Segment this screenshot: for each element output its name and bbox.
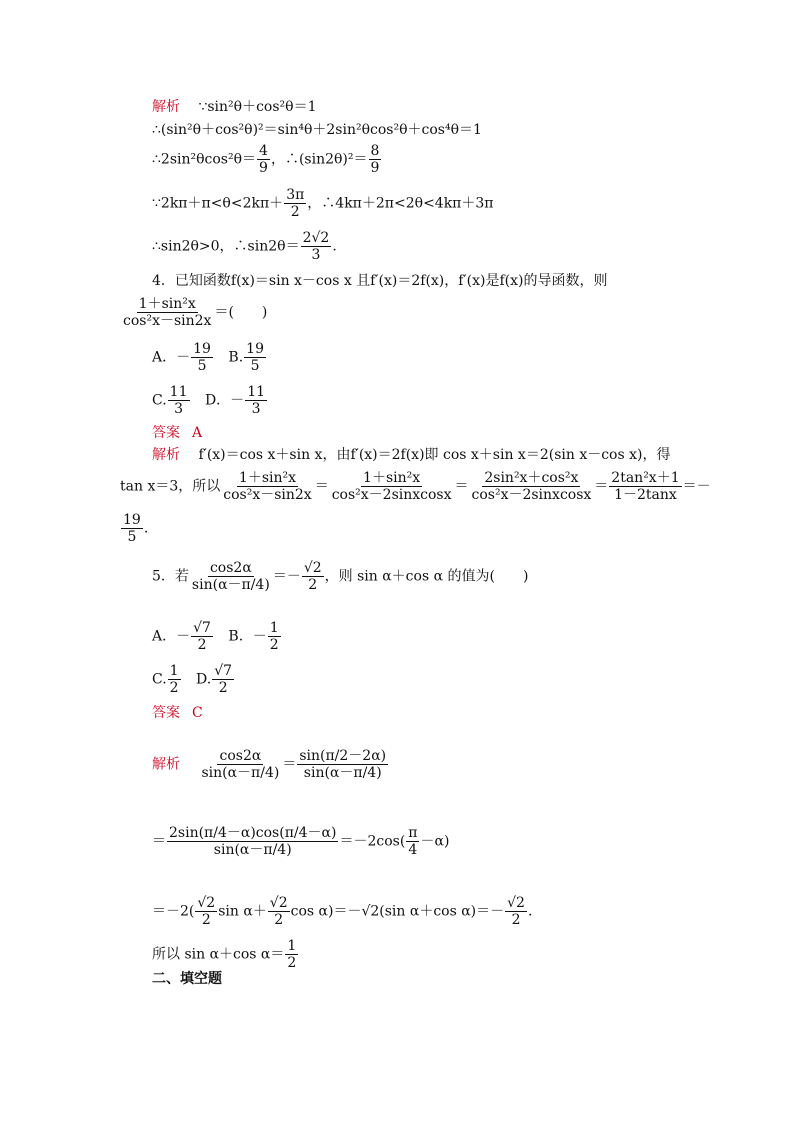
fraction-num: 4 bbox=[259, 143, 268, 159]
q5-stem-c: ，则 sin α＋cos α 的值为( ) bbox=[324, 568, 529, 585]
fraction-num: 1＋sin²x bbox=[363, 470, 421, 486]
fraction bbox=[212, 663, 234, 696]
fraction bbox=[121, 512, 143, 545]
fraction bbox=[199, 748, 281, 781]
q4-option-d-label: D．－ bbox=[204, 392, 245, 409]
equals: ＝ bbox=[454, 478, 469, 495]
equals: ＝ bbox=[594, 478, 609, 495]
q5-r3b: ＝－2cos( bbox=[339, 833, 406, 850]
q4-option-a-label: A．－ bbox=[152, 349, 191, 366]
fraction-den: 1－2tanx bbox=[614, 487, 677, 503]
q3-text-5a: ∴sin2θ>0，∴sin2θ＝ bbox=[152, 238, 300, 255]
equals: ＝ bbox=[314, 478, 329, 495]
fraction-den: 3 bbox=[174, 401, 184, 417]
q4-solution-line-2 bbox=[120, 470, 711, 503]
q5-stem-b: ＝－ bbox=[272, 568, 301, 585]
fraction bbox=[302, 560, 324, 593]
q4-solution-line-3 bbox=[120, 512, 148, 545]
q3-text-4a: ∵2kπ＋π<θ<2kπ＋ bbox=[152, 195, 284, 212]
q5-jiexi-label: 解析 bbox=[152, 756, 180, 773]
fraction-num: cos2α bbox=[219, 748, 262, 764]
fraction-num: 2√2 bbox=[302, 230, 330, 246]
fraction bbox=[297, 748, 388, 781]
fraction bbox=[505, 895, 527, 928]
fraction-den: 5 bbox=[197, 358, 207, 374]
fraction-den: sin(α－π/4) bbox=[201, 765, 280, 781]
q5-option-a-label: A．－ bbox=[152, 628, 191, 645]
fraction-den: 2 bbox=[201, 912, 211, 928]
q4-options-cd bbox=[152, 384, 268, 417]
fraction-num: 19 bbox=[246, 341, 264, 357]
q4-option-c-label: C. bbox=[152, 392, 167, 409]
fraction-den: 4 bbox=[408, 842, 418, 858]
fraction-num: cos2α bbox=[209, 560, 252, 576]
fraction-den: 5 bbox=[127, 529, 137, 545]
fraction-num: √7 bbox=[193, 620, 211, 636]
q4-solution-text-1: f′(x)＝cos x＋sin x，由f′(x)＝2f(x)即 cos x＋sin x＝2(sin x－cos x)，得 bbox=[198, 447, 671, 463]
q5-stem-a: 5．若 bbox=[152, 568, 189, 585]
fraction bbox=[167, 825, 338, 858]
q4-options-ab bbox=[152, 341, 267, 374]
fraction bbox=[369, 143, 382, 176]
fraction-den: 2 bbox=[511, 912, 521, 928]
q5-solution-line-3 bbox=[152, 895, 532, 928]
q4-jiexi-label: 解析 bbox=[152, 447, 180, 463]
fraction bbox=[195, 895, 217, 928]
period: . bbox=[527, 903, 533, 920]
fraction-den: 3 bbox=[251, 401, 261, 417]
fraction-den: sin(α－π/4) bbox=[213, 842, 292, 858]
fraction-den: 2 bbox=[197, 637, 207, 653]
q3-line-1 bbox=[152, 98, 316, 116]
period: . bbox=[332, 238, 337, 255]
q5-answer bbox=[152, 704, 203, 722]
fraction-den: 2 bbox=[169, 680, 179, 696]
fraction-num: √2 bbox=[197, 895, 216, 911]
fraction-num: √2 bbox=[303, 560, 322, 576]
fraction-den: cos²x－sin2x bbox=[223, 487, 312, 503]
fraction-num: 1 bbox=[269, 620, 279, 636]
fraction bbox=[121, 296, 213, 329]
q4-solution-line-1 bbox=[152, 446, 670, 464]
q4-tail: ＝－ bbox=[682, 478, 711, 495]
fraction-den: 2 bbox=[269, 637, 279, 653]
q5-solution-line-2 bbox=[152, 825, 449, 858]
fraction-den: 2 bbox=[308, 577, 318, 593]
q5-option-c-label: C. bbox=[152, 671, 167, 688]
q4-answer-value: A bbox=[192, 425, 203, 441]
fraction bbox=[284, 187, 306, 220]
q4-answer-label: 答案 bbox=[152, 425, 180, 441]
fraction bbox=[301, 230, 332, 263]
fraction-den: 3 bbox=[311, 247, 321, 263]
fraction-num: √2 bbox=[507, 895, 525, 911]
fraction-den: cos²x－2sinxcosx bbox=[331, 487, 452, 503]
q3-line-4 bbox=[152, 187, 494, 220]
q5-answer-label: 答案 bbox=[152, 705, 180, 721]
fraction-den: cos²x－2sinxcosx bbox=[471, 487, 592, 503]
fraction bbox=[268, 895, 290, 928]
q5-r5a: 所以 sin α＋cos α＝ bbox=[152, 946, 285, 963]
fraction-num: √2 bbox=[269, 895, 288, 911]
fraction-num: 2sin(π/4－α)cos(π/4－α) bbox=[169, 825, 337, 841]
fraction bbox=[244, 341, 266, 374]
fraction bbox=[168, 384, 190, 417]
q3-line-2: ∴(sin²θ＋cos²θ)²＝sin⁴θ＋2sin²θcos²θ＋cos⁴θ＝1 bbox=[152, 122, 482, 138]
fraction-den: 9 bbox=[259, 160, 268, 176]
fraction bbox=[285, 938, 298, 971]
fraction-den: cos²x－sin2x bbox=[123, 313, 212, 329]
fraction-den: sin(α－π/4) bbox=[303, 765, 382, 781]
equals: ＝ bbox=[282, 756, 297, 773]
fraction-num: 3π bbox=[286, 187, 305, 203]
q3-jiexi-label: 解析 bbox=[152, 99, 180, 115]
equals: ＝ bbox=[152, 833, 166, 850]
fraction bbox=[191, 620, 213, 653]
fraction-num: sin(π/2－2α) bbox=[299, 748, 387, 764]
q5-stem bbox=[152, 560, 528, 593]
fraction-den: 5 bbox=[250, 358, 260, 374]
fraction-num: 2sin²x＋cos²x bbox=[484, 470, 579, 486]
fraction bbox=[609, 470, 681, 503]
section-heading: 二、填空题 bbox=[152, 971, 222, 987]
fraction-num: 11 bbox=[247, 384, 266, 400]
q4-answer bbox=[152, 424, 202, 442]
fraction bbox=[330, 470, 454, 503]
fraction-num: 1＋sin²x bbox=[238, 470, 297, 486]
fraction bbox=[268, 620, 281, 653]
fraction-num: √7 bbox=[214, 663, 233, 679]
fraction bbox=[257, 143, 270, 176]
q5-r4c: cos α)＝－√2(sin α＋cos α)＝－ bbox=[290, 903, 505, 920]
q5-solution-line-4 bbox=[152, 938, 299, 971]
q5-options-ab bbox=[152, 620, 282, 653]
fraction bbox=[406, 825, 419, 858]
q4-expr-tail: ＝( ) bbox=[214, 304, 268, 321]
fraction-den: 9 bbox=[370, 160, 380, 176]
q5-option-d-label: D. bbox=[196, 671, 212, 688]
fraction-den: 2 bbox=[287, 955, 297, 971]
q5-r4a: ＝－2( bbox=[152, 903, 195, 920]
q4-option-b-label: B. bbox=[228, 349, 244, 366]
q5-solution-line-1 bbox=[152, 748, 389, 781]
fraction-num: 19 bbox=[193, 341, 211, 357]
fraction-num: 1＋sin²x bbox=[138, 296, 196, 312]
fraction-num: π bbox=[408, 825, 418, 841]
fraction-num: 1 bbox=[287, 938, 297, 954]
fraction bbox=[190, 560, 272, 593]
q5-option-b-label: B．－ bbox=[228, 628, 267, 645]
q3-text-4b: ，∴4kπ＋2π<2θ<4kπ＋3π bbox=[307, 195, 494, 212]
fraction bbox=[470, 470, 594, 503]
fraction-num: 11 bbox=[169, 384, 188, 400]
fraction bbox=[245, 384, 267, 417]
fraction bbox=[221, 470, 313, 503]
q5-options-cd bbox=[152, 663, 235, 696]
q4-solution-text-2a: tan x＝3，所以 bbox=[120, 478, 221, 495]
q3-line-3 bbox=[152, 143, 382, 176]
q4-stem: 4．已知函数f(x)＝sin x－cos x 且f′(x)＝2f(x)，f′(x)是f(x)的导函数，则 bbox=[152, 273, 608, 289]
fraction-den: 2 bbox=[290, 204, 300, 220]
fraction-num: 8 bbox=[370, 143, 380, 159]
q5-r3c: －α) bbox=[420, 833, 450, 850]
fraction-num: 19 bbox=[123, 512, 141, 528]
q3-text-1: ∵sin²θ＋cos²θ＝1 bbox=[198, 99, 317, 115]
q3-text-3b: ，∴(sin2θ)²＝ bbox=[270, 151, 368, 168]
fraction-den: sin(α－π/4) bbox=[191, 577, 270, 593]
fraction-den: 2 bbox=[274, 912, 284, 928]
fraction bbox=[191, 341, 213, 374]
fraction-num: 2tan²x＋1 bbox=[611, 470, 680, 486]
q3-text-3a: ∴2sin²θcos²θ＝ bbox=[152, 151, 257, 168]
fraction-den: 2 bbox=[218, 680, 228, 696]
q3-line-5 bbox=[152, 230, 337, 263]
q5-r4b: sin α＋ bbox=[218, 903, 267, 920]
q4-expression bbox=[120, 296, 267, 329]
fraction bbox=[168, 663, 181, 696]
q5-answer-value: C bbox=[192, 705, 203, 721]
period: . bbox=[143, 520, 149, 537]
fraction-num: 1 bbox=[169, 663, 179, 679]
